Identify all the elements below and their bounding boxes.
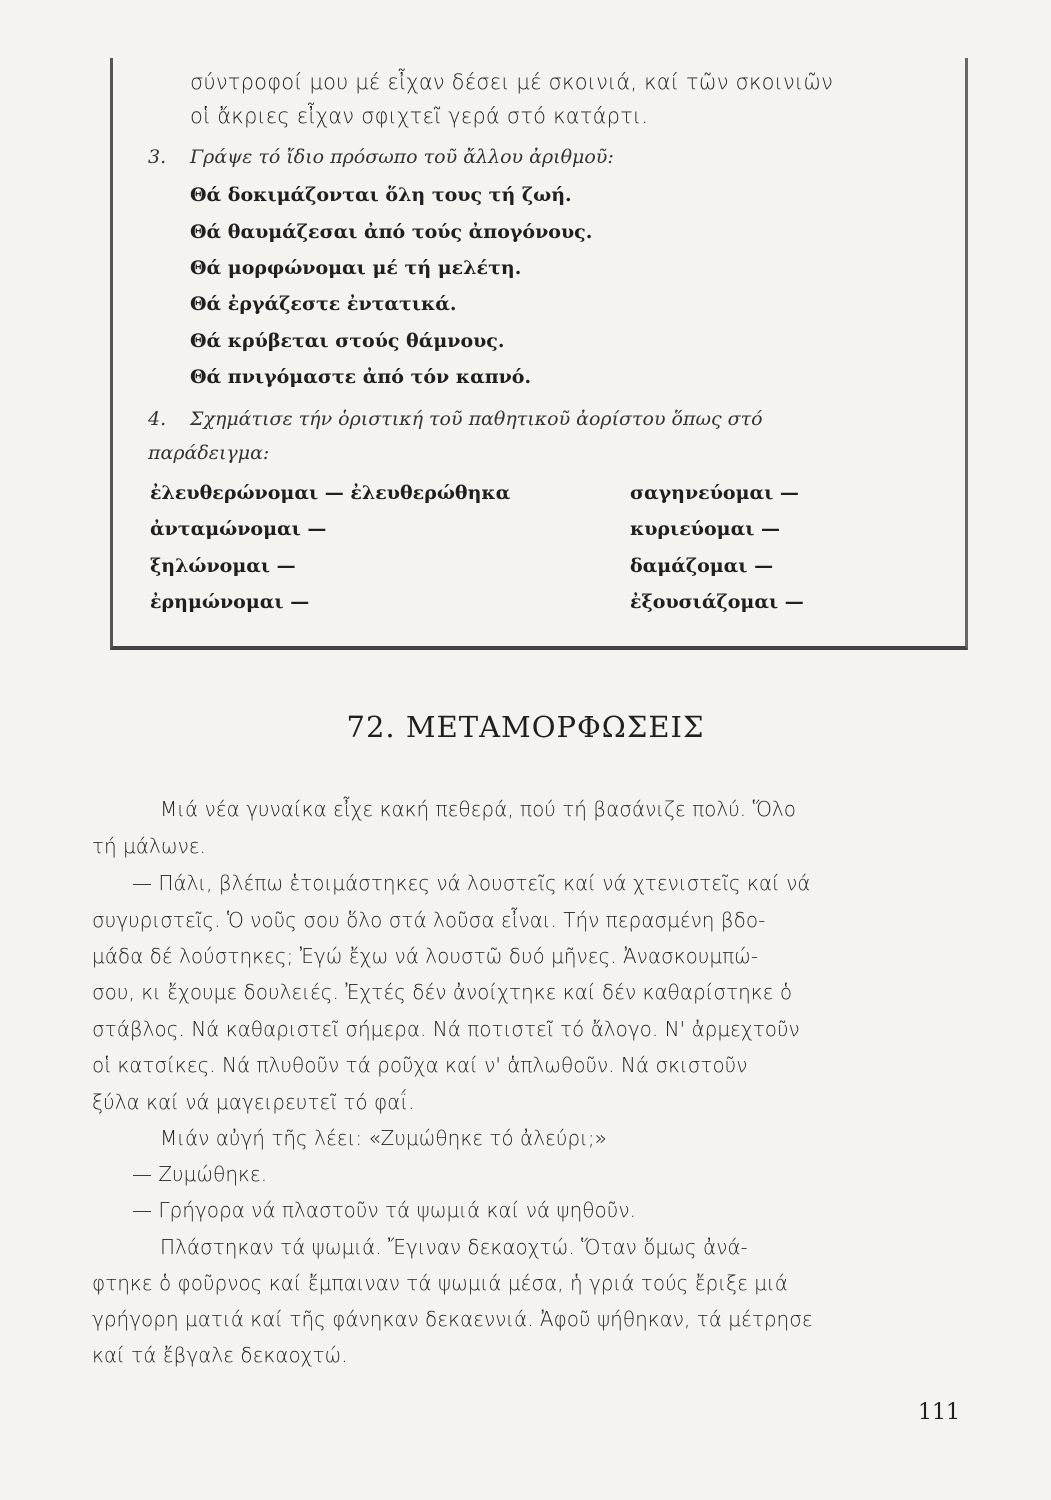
task-4-left-item: ἐρημώνομαι — bbox=[150, 591, 310, 613]
story-line: οἱ κατσίκες. Νά πλυθοῦν τά ροῦχα καί ν' ἁπλωθοῦν. Νά σκιστοῦν bbox=[92, 1053, 748, 1077]
story-line: Μιά νέα γυναίκα εἶχε κακή πεθερά, πού τή βασάνιζε πολύ. Ὅλο bbox=[160, 797, 796, 821]
story-line: ξύλα καί νά μαγειρευτεῖ τό φαΐ. bbox=[92, 1090, 415, 1114]
task-4-right-item: δαμάζομαι — bbox=[630, 555, 774, 577]
task-3-sentence: Θά θαυμάζεσαι ἀπό τούς ἀπογόνους. bbox=[190, 221, 593, 243]
task-3-sentence: Θά πνιγόμαστε ἀπό τόν καπνό. bbox=[190, 366, 532, 388]
page-number: 111 bbox=[918, 1400, 960, 1425]
task-4-right-item: σαγηνεύομαι — bbox=[630, 482, 799, 504]
story-line: συγυριστεῖς. Ὁ νοῦς σου ὅλο στά λοῦσα εἶναι. Τήν περασμένη βδο- bbox=[92, 908, 766, 932]
story-line: καί τά ἔβγαλε δεκαοχτώ. bbox=[92, 1343, 348, 1367]
task-4-instruction: Σχημάτισε τήν ὁριστική τοῦ παθητικοῦ ἀορίστου ὅπως στό bbox=[190, 408, 763, 430]
task-3-sentence: Θά μορφώνομαι μέ τή μελέτη. bbox=[190, 257, 522, 279]
task-4-left-item: ἀνταμώνομαι — bbox=[150, 518, 327, 540]
story-line: μάδα δέ λούστηκες; Ἐγώ ἔχω νά λουστῶ δυό μῆνες. Ἀνασκουμπώ- bbox=[92, 944, 759, 968]
task-4-number: 4. bbox=[148, 408, 167, 430]
story-line: Πλάστηκαν τά ψωμιά. Ἔγιναν δεκαοχτώ. Ὅταν ὅμως ἀνά- bbox=[160, 1235, 748, 1259]
task-4-left-item: ξηλώνομαι — bbox=[150, 555, 296, 577]
story-line: τή μάλωνε. bbox=[92, 834, 206, 858]
exercise-intro-line: οἱ ἄκριες εἶχαν σφιχτεῖ γερά στό κατάρτι. bbox=[190, 104, 649, 128]
task-4-left-item: ἐλευθερώνομαι — ἐλευθερώθηκα bbox=[150, 482, 511, 504]
story-line: — Πάλι, βλέπω ἑτοιμάστηκες νά λουστεῖς καί νά χτενιστεῖς καί νά bbox=[132, 871, 811, 895]
story-line: σου, κι ἔχουμε δουλειές. Ἐχτές δέν ἀνοίχτηκε καί δέν καθαρίστηκε ὁ bbox=[92, 980, 793, 1004]
task-4-right-item: κυριεύομαι — bbox=[630, 518, 780, 540]
exercise-intro-line: σύντροφοί μου μέ εἶχαν δέσει μέ σκοινιά, καί τῶν σκοινιῶν bbox=[190, 70, 834, 94]
story-title: 72. ΜΕΤΑΜΟΡΦΩΣΕΙΣ bbox=[346, 710, 705, 744]
task-3-sentence: Θά δοκιμάζονται ὅλη τους τή ζωή. bbox=[190, 184, 572, 206]
story-line: στάβλος. Νά καθαριστεῖ σήμερα. Νά ποτιστεῖ τό ἄλογο. Ν' ἀρμεχτοῦν bbox=[92, 1017, 800, 1041]
task-4-right-item: ἐξουσιάζομαι — bbox=[630, 591, 804, 613]
task-3-number: 3. bbox=[148, 146, 167, 168]
story-line: Μιάν αὐγή τῆς λέει: «Ζυμώθηκε τό ἀλεύρι;» bbox=[160, 1126, 607, 1150]
task-3-sentence: Θά ἐργάζεστε ἐντατικά. bbox=[190, 293, 457, 315]
story-line: γρήγορη ματιά καί τῆς φάνηκαν δεκαεννιά. Ἀφοῦ ψήθηκαν, τά μέτρησε bbox=[92, 1307, 813, 1331]
story-line: φτηκε ὁ φοῦρνος καί ἔμπαιναν τά ψωμιά μέσα, ἡ γριά τούς ἔριξε μιά bbox=[92, 1271, 788, 1295]
task-3-instruction: Γράψε τό ἴδιο πρόσωπο τοῦ ἄλλου ἀριθμοῦ: bbox=[190, 146, 614, 168]
story-line: — Ζυμώθηκε. bbox=[132, 1162, 268, 1186]
task-4-instruction: παράδειγμα: bbox=[148, 442, 270, 464]
task-3-sentence: Θά κρύβεται στούς θάμνους. bbox=[190, 330, 505, 352]
story-line: — Γρήγορα νά πλαστοῦν τά ψωμιά καί νά ψηθοῦν. bbox=[132, 1198, 636, 1222]
